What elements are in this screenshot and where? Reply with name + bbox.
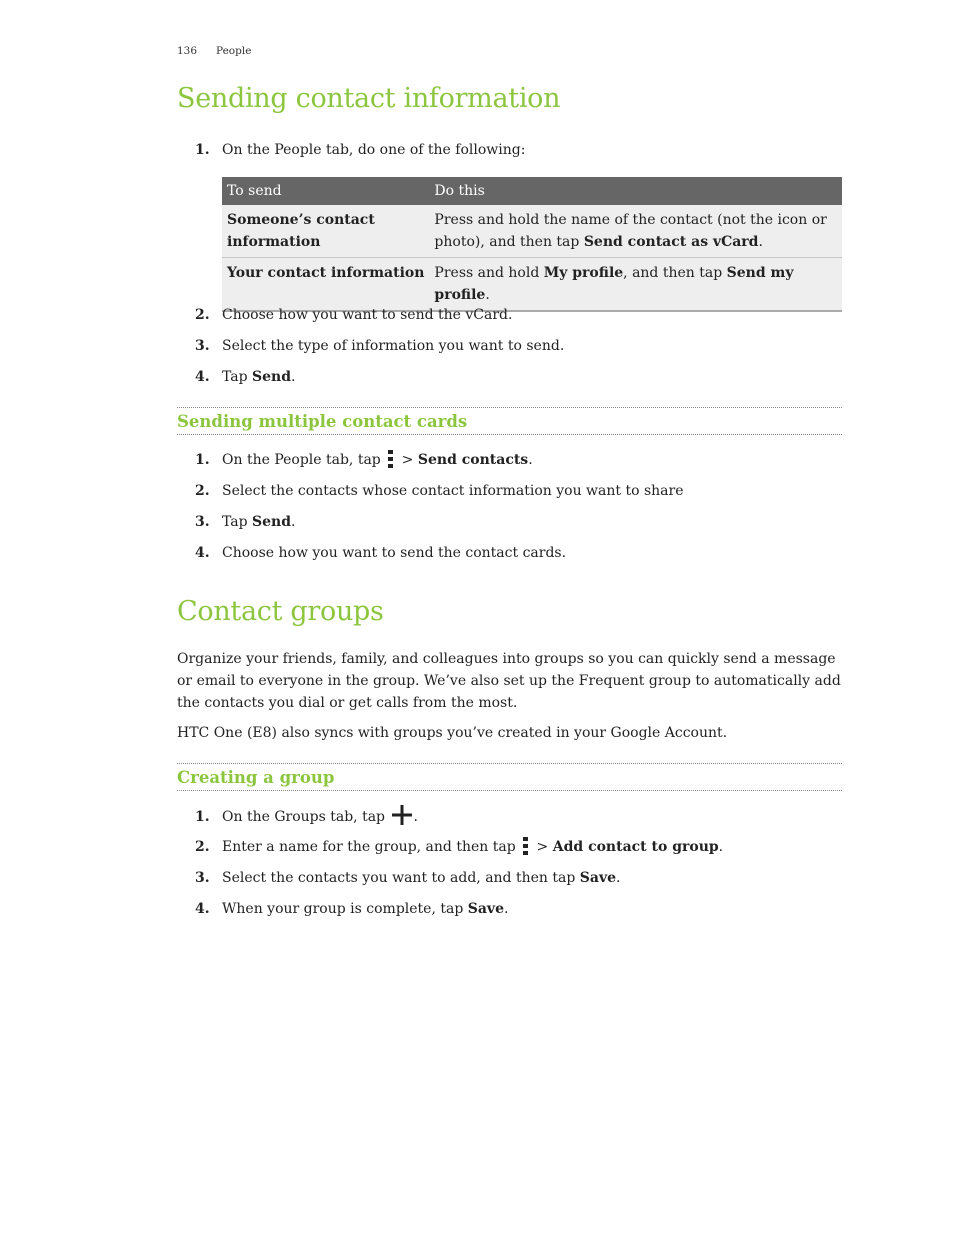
step-3: [195, 867, 620, 889]
step-number: 1.: [195, 809, 210, 825]
groups-intro-paragraph: Organize your friends, family, and colleagues into groups so you can quickly send a message or email to everyone in the group. We’ve also set up the Frequent group to automatically add the contacts you dial or get calls from the most.: [177, 651, 841, 711]
step-text: .: [616, 870, 621, 886]
cell-text: , and then tap: [623, 265, 727, 281]
cell-bold: Send contact as vCard: [583, 234, 759, 250]
subsection-title-multiple: Sending multiple contact cards: [177, 407, 842, 435]
step-text: Enter a name for the group, and then tap: [222, 839, 521, 855]
step-text: >: [532, 839, 553, 855]
section-title-sending: Sending contact information: [177, 83, 561, 114]
step-number: 3.: [195, 338, 210, 354]
step-text: Select the contacts whose contact information you want to share: [222, 483, 684, 499]
step-number: 2.: [195, 839, 210, 855]
table-cell-how: [429, 205, 842, 258]
page-number: 136: [177, 45, 198, 57]
step-text: Tap: [222, 514, 253, 530]
step-number: 4.: [195, 901, 210, 917]
send-options-table: [222, 177, 842, 312]
table-header-do-this: Do this: [429, 177, 842, 205]
step-text: On the People tab, do one of the following:: [222, 142, 526, 158]
step-bold: Send: [252, 514, 292, 530]
step-4: [195, 542, 566, 564]
step-4: [195, 898, 508, 920]
step-bold: Save: [579, 870, 616, 886]
table-row: [222, 205, 842, 258]
step-text: Select the type of information you want to send.: [222, 338, 565, 354]
subsection-title-creating: Creating a group: [177, 763, 842, 791]
step-text: .: [718, 839, 724, 855]
step-text: .: [503, 901, 509, 917]
step-4: [195, 366, 295, 388]
step-text: >: [397, 452, 418, 468]
step-2: [195, 480, 684, 502]
step-text: .: [413, 809, 418, 825]
step-number: 1.: [195, 142, 210, 158]
step-1: [195, 805, 418, 828]
step-text: On the People tab, tap: [222, 452, 386, 468]
step-text: .: [291, 514, 296, 530]
step-bold: Add contact to group: [552, 839, 719, 855]
step-text: Tap: [222, 369, 253, 385]
table-header-row: [222, 177, 842, 205]
cell-bold: My profile: [543, 265, 624, 281]
step-text: .: [528, 452, 533, 468]
groups-sync-paragraph: HTC One (E8) also syncs with groups you’ve created in your Google Account.: [177, 725, 728, 741]
step-bold: Send: [252, 369, 292, 385]
more-vertical-icon: [388, 450, 393, 468]
cell-bold: Send my profile: [434, 265, 794, 303]
cell-text: Press and hold the name of the contact (not the icon or photo), and then tap: [434, 212, 827, 250]
step-text: Choose how you want to send the contact cards.: [222, 545, 567, 561]
step-number: 2.: [195, 307, 210, 323]
step-number: 3.: [195, 870, 210, 886]
table-cell-what: Your contact information: [222, 258, 429, 312]
step-3: [195, 335, 564, 357]
step-3: [195, 511, 295, 533]
plus-icon: [392, 805, 412, 825]
section-title-groups: Contact groups: [177, 596, 384, 627]
step-bold: Save: [467, 901, 504, 917]
step-number: 2.: [195, 483, 210, 499]
step-text: .: [291, 369, 296, 385]
table-cell-how: [429, 258, 842, 312]
step-bold: Send contacts: [417, 452, 529, 468]
step-1: [195, 139, 525, 161]
more-vertical-icon: [523, 837, 528, 855]
step-number: 3.: [195, 514, 210, 530]
table-cell-what: Someone’s contact information: [222, 205, 429, 258]
step-1: [195, 449, 533, 471]
table-row: [222, 258, 842, 312]
step-text: Choose how you want to send the vCard.: [222, 307, 513, 323]
running-header: [177, 45, 251, 57]
step-number: 1.: [195, 452, 210, 468]
table-header-to-send: To send: [222, 177, 429, 205]
step-text: Select the contacts you want to add, and then tap: [222, 870, 580, 886]
step-text: When your group is complete, tap: [222, 901, 468, 917]
step-number: 4.: [195, 369, 210, 385]
step-2: [195, 836, 723, 858]
step-number: 4.: [195, 545, 210, 561]
cell-text: .: [485, 287, 490, 303]
cell-text: .: [758, 234, 763, 250]
step-2: [195, 304, 512, 326]
cell-text: Press and hold: [434, 265, 544, 281]
chapter-name: People: [216, 45, 252, 57]
step-text: On the Groups tab, tap: [222, 809, 390, 825]
